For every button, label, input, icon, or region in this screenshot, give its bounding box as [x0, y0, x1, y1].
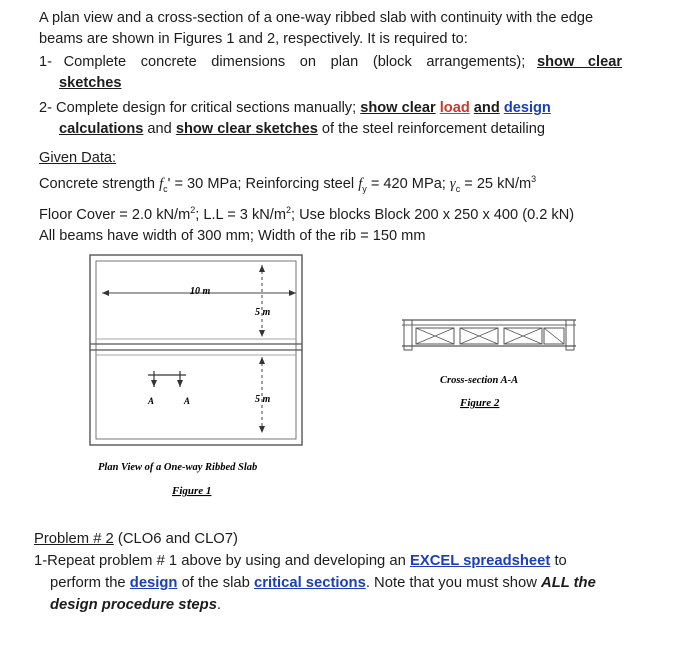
requirement-2-emph-calculations: calculations: [59, 121, 144, 137]
problem-2-title-number: Problem # 2: [34, 531, 114, 547]
intro-line-2: beams are shown in Figures 1 and 2, respectively. It is required to:: [39, 31, 468, 47]
given-text: Floor Cover = 2.0 kN/m: [39, 206, 191, 223]
requirement-1: [39, 52, 639, 94]
requirement-1-emph: show clear: [537, 54, 623, 70]
figure-2-label: Figure 2: [460, 397, 500, 409]
section-label-right: A: [184, 396, 191, 406]
given-text: ; L.L = 3 kN/m: [195, 206, 286, 223]
intro-paragraph: [39, 8, 639, 50]
requirement-2-text-and: and: [147, 121, 172, 137]
requirement-2-emph-load: load: [439, 100, 470, 116]
given-text: ' = 30 MPa; Reinforcing steel: [167, 175, 359, 192]
figure-2-cross-section: [398, 300, 580, 415]
given-data-line-3: All beams have width of 300 mm; Width of the rib = 150 mm: [39, 227, 426, 244]
dim-arrow-left: [102, 290, 109, 296]
given-text: = 25 kN/m: [460, 175, 532, 192]
problem-2-excel: EXCEL spreadsheet: [409, 553, 551, 569]
given-fy-sub: y: [362, 183, 367, 194]
given-gamma-sub: c: [455, 183, 461, 194]
requirement-2-line-2: [39, 119, 659, 140]
given-fc-sub: c: [163, 183, 168, 194]
requirement-1-line-2: [39, 73, 639, 94]
given-data-title: Given Data:: [39, 150, 117, 166]
problem-2: [34, 528, 654, 616]
dim-5m-bottom-label: 5 m: [255, 394, 271, 405]
problem-2-critical: critical sections: [253, 575, 366, 591]
requirement-2-number: 2-: [39, 100, 52, 116]
requirement-2-emph-show-clear: show clear: [360, 100, 436, 116]
dim-arrow-right: [289, 290, 296, 296]
figure-1-caption: Plan View of a One-way Ribbed Slab: [98, 462, 258, 473]
requirement-2-emph-and: and: [473, 100, 500, 116]
problem-2-title: [34, 528, 654, 550]
block-4: [544, 328, 564, 344]
given-gamma-symbol: γ: [449, 175, 456, 192]
dim-arrow-down: [259, 426, 265, 433]
dim-5m-top-label: 5 m: [255, 307, 271, 318]
given-sup: 2: [190, 204, 196, 215]
requirement-1-number: 1-: [39, 54, 52, 70]
section-arrow: [177, 380, 183, 387]
requirement-1-emph-2: sketches: [59, 75, 122, 91]
requirement-2-text-c: of the steel reinforcement detailing: [321, 121, 545, 137]
figure-1-plan-view: [88, 247, 314, 505]
problem-2-text-c: perform the: [50, 575, 130, 591]
requirement-2-emph-show-clear-sketches: show clear sketches: [175, 121, 318, 137]
problem-2-line-3: [34, 594, 654, 616]
block-3: [504, 328, 542, 344]
requirement-2-emph-design: design: [503, 100, 551, 116]
given-data-line-1: [39, 169, 669, 200]
given-sup: 2: [286, 204, 292, 215]
dim-10m-label: 10 m: [190, 286, 211, 297]
section-label-left: A: [148, 396, 155, 406]
problem-2-text-f: .: [216, 597, 222, 613]
problem-2-text-a: Repeat problem # 1 above by using and developing an: [47, 553, 410, 569]
requirement-2-line-1: [39, 98, 659, 119]
given-text: ; Use blocks Block 200 x 250 x 400 (0.2 kN): [291, 206, 575, 223]
dim-arrow-up: [259, 265, 265, 272]
dim-arrow-up: [259, 357, 265, 364]
given-fy-symbol: f: [358, 175, 363, 192]
problem-2-title-rest: (CLO6 and CLO7): [113, 531, 238, 547]
problem-2-text-b: to: [550, 553, 567, 569]
problem-2-line-1: [34, 550, 654, 572]
given-data-line-2: [39, 200, 669, 226]
dim-arrow-down: [259, 330, 265, 337]
problem-2-design: design: [129, 575, 178, 591]
requirement-1-line-1: [39, 52, 622, 73]
problem-2-all: ALL the: [541, 575, 596, 591]
problem-2-number: 1-: [34, 553, 48, 569]
given-fc-symbol: f: [159, 175, 164, 192]
problem-2-line-2: [34, 572, 654, 594]
problem-2-text-d: of the slab: [177, 575, 254, 591]
block-1: [416, 328, 454, 344]
given-text: = 420 MPa;: [366, 175, 450, 192]
given-text: Concrete strength: [39, 175, 160, 192]
problem-2-steps: design procedure steps: [50, 597, 217, 613]
intro-line-1: A plan view and a cross-section of a one-way ribbed slab with continuity with the edge: [39, 10, 594, 26]
figure-1-label: Figure 1: [172, 485, 212, 497]
requirement-2-text-a: Complete design for critical sections manually;: [56, 100, 357, 116]
requirement-1-text: Complete concrete dimensions on plan (block arrangements);: [63, 54, 526, 70]
requirement-2: [39, 98, 659, 140]
block-2: [460, 328, 498, 344]
section-arrow: [151, 380, 157, 387]
given-data: [39, 148, 669, 247]
given-sup: 3: [531, 174, 537, 184]
problem-2-text-e: . Note that you must show: [365, 575, 542, 591]
figure-2-caption: Cross-section A-A: [440, 375, 519, 386]
